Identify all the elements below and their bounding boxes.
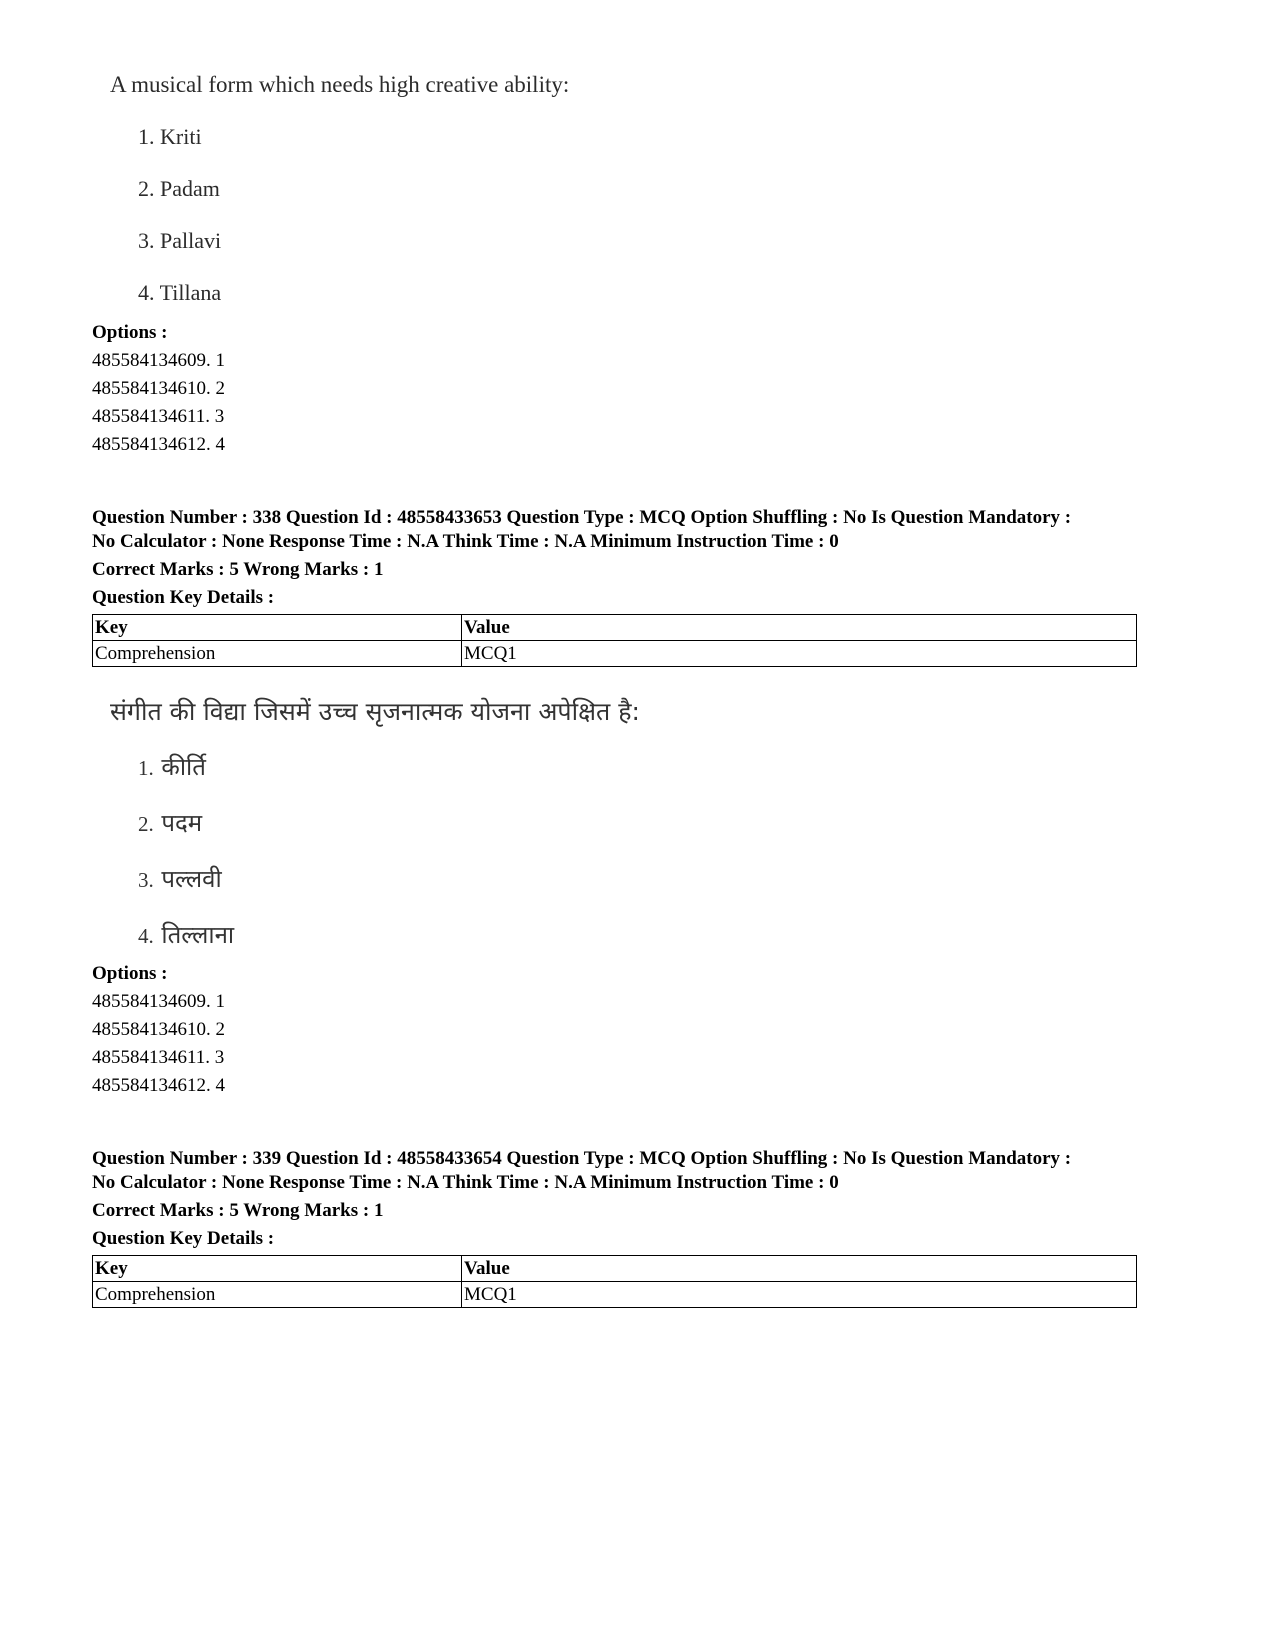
option-id: 485584134611. 3	[92, 406, 225, 427]
option-id: 485584134610. 2	[92, 1019, 225, 1040]
choice-2: 2. Padam	[138, 176, 220, 201]
question-meta-line: No Calculator : None Response Time : N.A Think Time : N.A Minimum Instruction Time : 0	[92, 531, 839, 552]
choice-number: 2.	[138, 812, 154, 836]
choice-number: 1.	[138, 756, 154, 780]
choice-4: 4. Tillana	[138, 280, 222, 305]
choice-4	[138, 918, 234, 951]
question-meta-line: Question Number : 338 Question Id : 48558433653 Question Type : MCQ Option Shuffling : No Is Question Mandatory :	[92, 507, 1072, 528]
table-header-key: Key	[93, 615, 462, 641]
table-cell-value: MCQ1	[462, 641, 1137, 667]
key-details-table	[92, 1255, 1137, 1308]
key-details-label: Question Key Details :	[92, 1228, 275, 1249]
table-cell-value: MCQ1	[462, 1282, 1137, 1308]
choice-number: 4.	[138, 924, 154, 948]
option-id: 485584134609. 1	[92, 350, 225, 371]
choice-text: पदम	[161, 809, 203, 837]
option-id: 485584134610. 2	[92, 378, 225, 399]
choice-number: 3.	[138, 868, 154, 892]
choice-1: 1. Kriti	[138, 124, 202, 149]
marks-line: Correct Marks : 5 Wrong Marks : 1	[92, 559, 384, 580]
option-id: 485584134611. 3	[92, 1047, 225, 1068]
key-details-label: Question Key Details :	[92, 587, 275, 608]
table-header-value: Value	[462, 615, 1137, 641]
table-header-value: Value	[462, 1256, 1137, 1282]
option-id: 485584134612. 4	[92, 434, 225, 455]
options-label: Options :	[92, 322, 168, 343]
choice-3	[138, 862, 222, 895]
key-details-table	[92, 614, 1137, 667]
question-meta-line: Question Number : 339 Question Id : 48558433654 Question Type : MCQ Option Shuffling : No Is Question Mandatory :	[92, 1148, 1072, 1169]
marks-line: Correct Marks : 5 Wrong Marks : 1	[92, 1200, 384, 1221]
choice-1	[138, 750, 206, 783]
question-stem-english: A musical form which needs high creative ability:	[110, 72, 570, 97]
question-stem-hindi: संगीत की विद्या जिसमें उच्च सृजनात्मक योजना अपेक्षित है:	[110, 697, 640, 726]
option-id: 485584134609. 1	[92, 991, 225, 1012]
question-meta-line: No Calculator : None Response Time : N.A Think Time : N.A Minimum Instruction Time : 0	[92, 1172, 839, 1193]
table-header-row	[93, 1256, 1137, 1282]
table-header-key: Key	[93, 1256, 462, 1282]
table-row	[93, 1282, 1137, 1308]
table-cell-key: Comprehension	[93, 641, 462, 667]
option-id: 485584134612. 4	[92, 1075, 225, 1096]
choice-2	[138, 806, 202, 839]
table-cell-key: Comprehension	[93, 1282, 462, 1308]
choice-text: पल्लवी	[161, 865, 222, 893]
table-row	[93, 641, 1137, 667]
table-header-row	[93, 615, 1137, 641]
choice-3: 3. Pallavi	[138, 228, 222, 253]
options-label: Options :	[92, 963, 168, 984]
choice-text: कीर्ति	[161, 753, 206, 781]
choice-text: तिल्लाना	[161, 921, 235, 949]
